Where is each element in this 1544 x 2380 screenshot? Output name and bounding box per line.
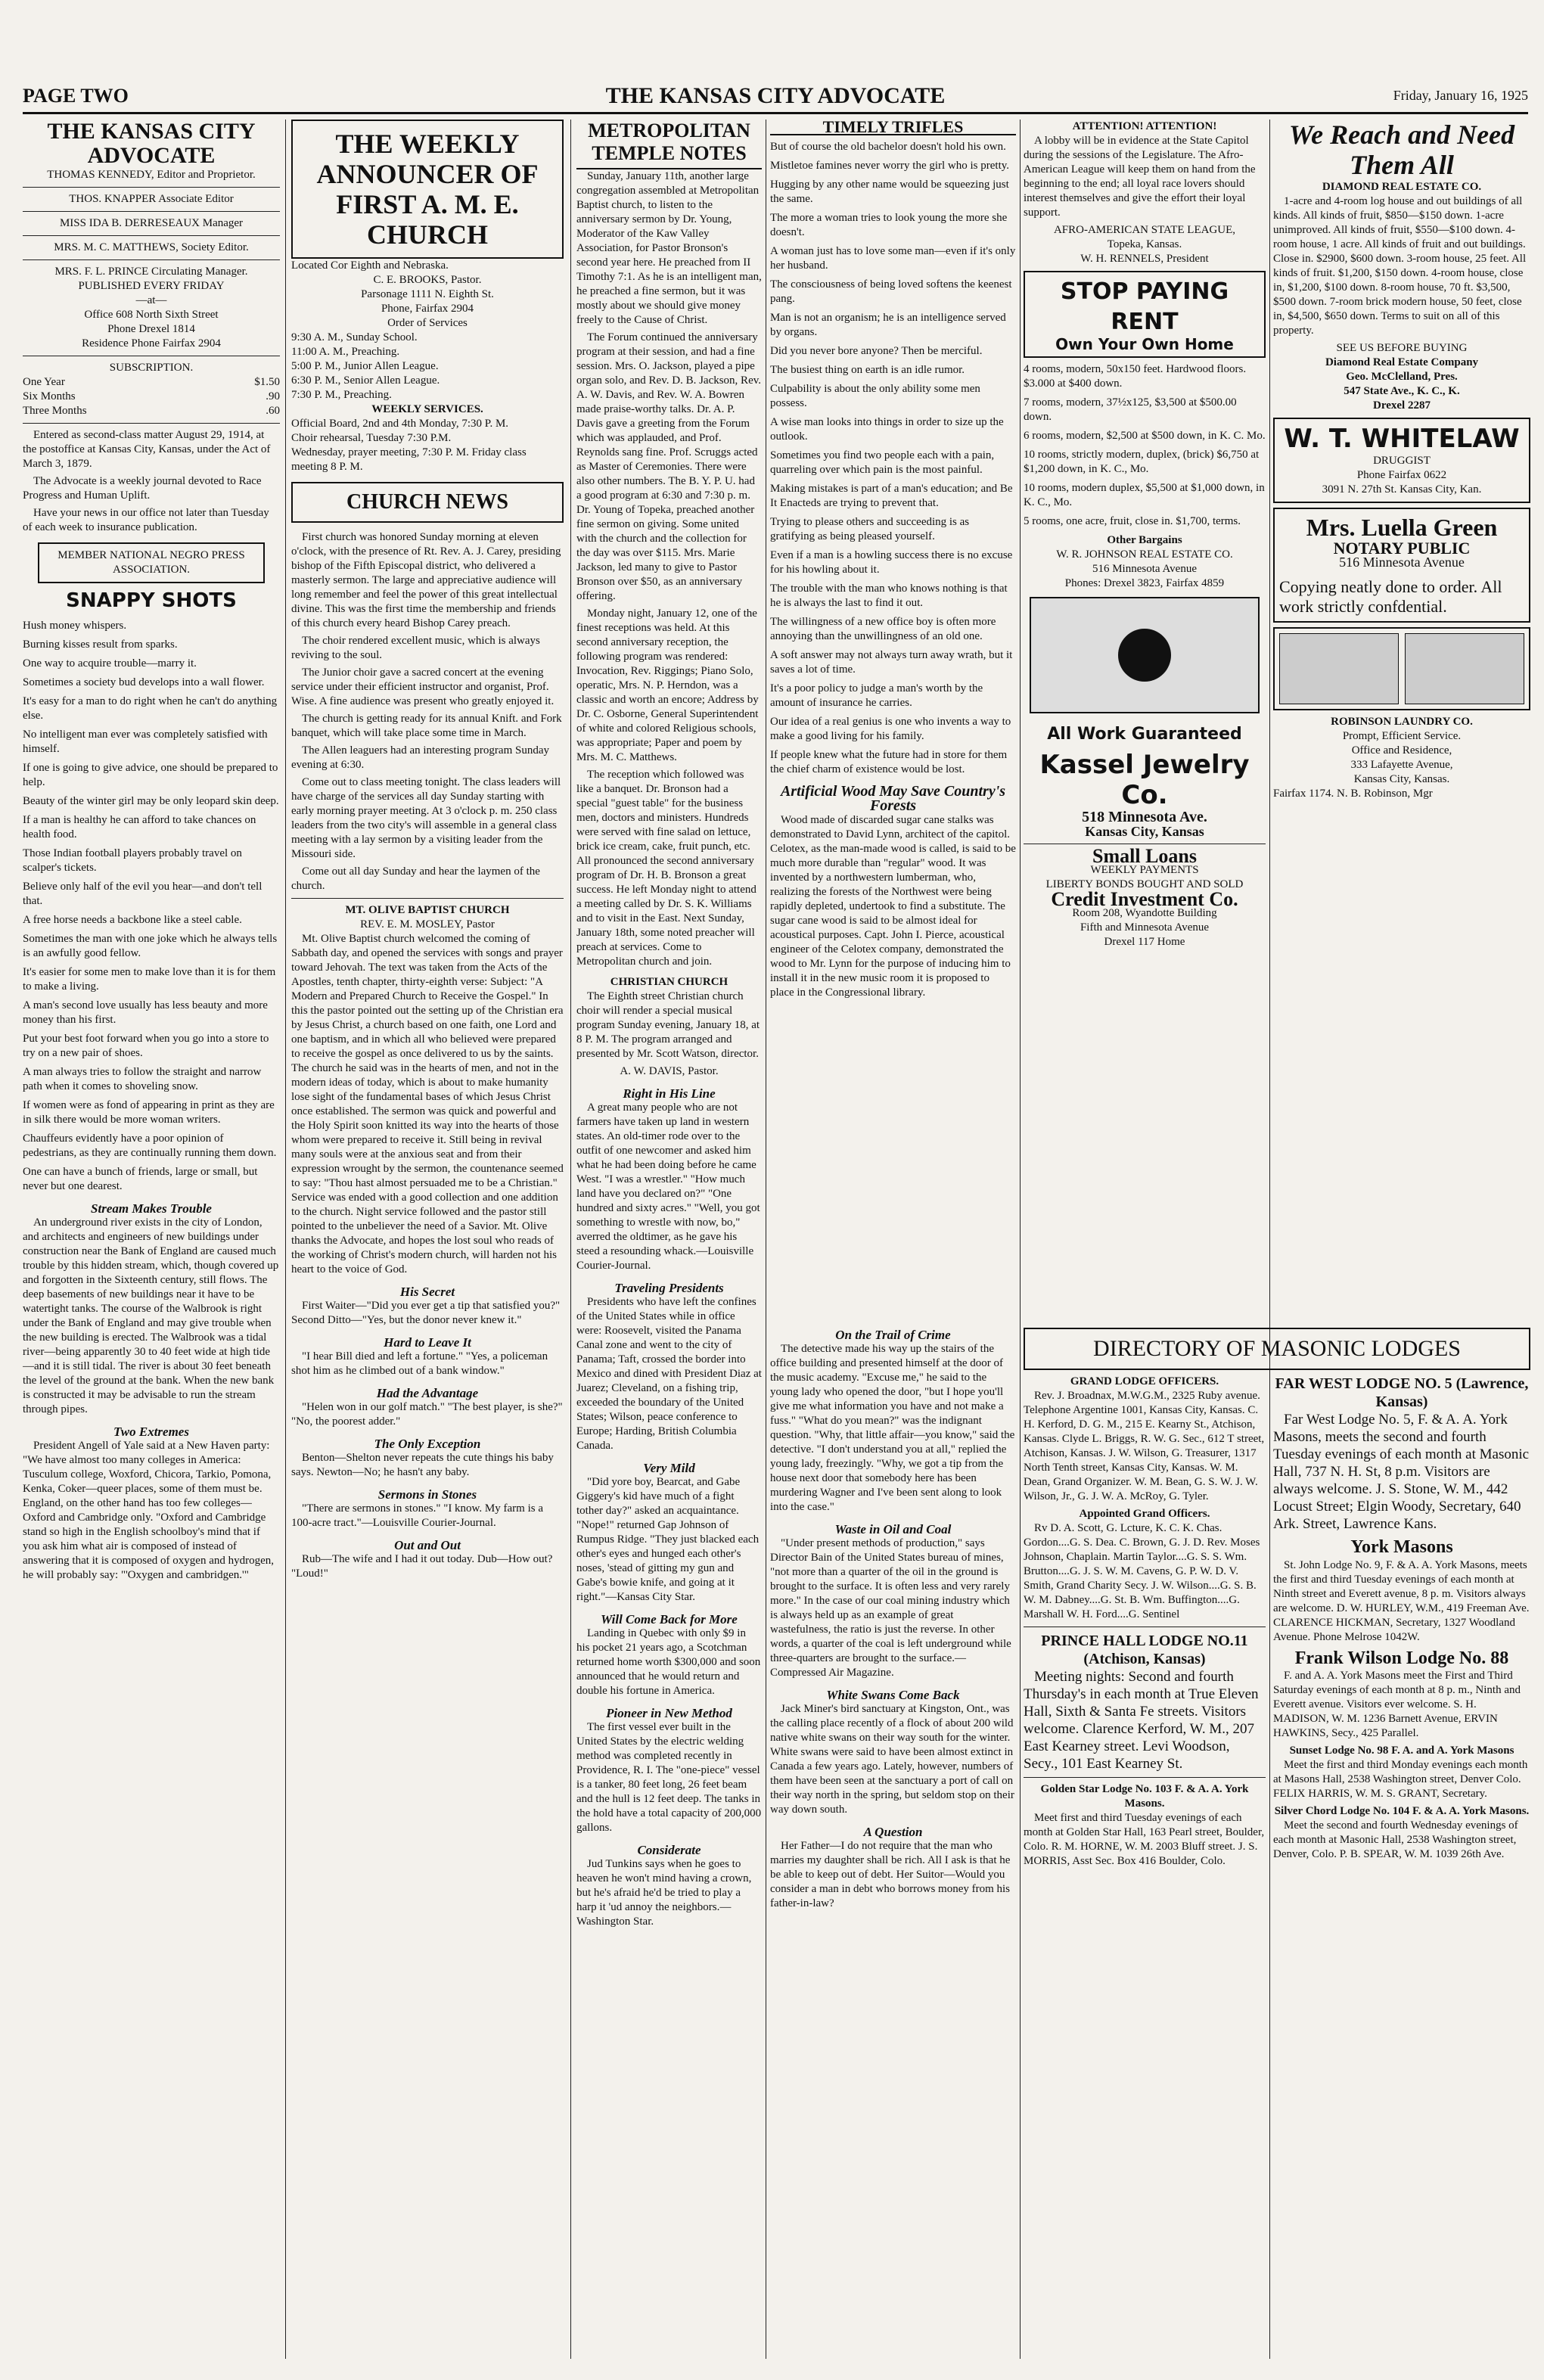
article-title: Hard to Leave It	[384, 1335, 471, 1350]
attention-title: ATTENTION! ATTENTION!	[1072, 120, 1217, 132]
snappy-item: One can have a bunch of friends, large or small, but never but one dearest.	[23, 1166, 258, 1192]
church-parsonage: Parsonage 1111 N. Eighth St.	[361, 288, 494, 300]
issue-date: Friday, January 16, 1925	[1393, 88, 1528, 103]
snappy-item: Burning kisses result from sparks.	[23, 638, 178, 651]
subscription-row: Three Months .60	[23, 405, 280, 417]
appointed-body: Rv D. A. Scott, G. Lcture, K. C. K. Chas. Gordon....G. S. Dea. C. Brown, G. J. D. Rev. Moses Johnson, Chaplain. Martin Taylor....G. S. S. Wm. Brutton....G. J. S. W. M. Cavens, G. P. W. D. V. Smith, Grand Charity Secy. J. W. Wilson....G. S. B. W. M. Dabney....G. St. B. Wm. Buffington....G. Marshall W. H. Ford....G. Sentinel	[1024, 1522, 1260, 1620]
robinson-line: Prompt, Efficient Service.	[1342, 730, 1462, 742]
whitelaw-phone: Phone Fairfax 0622	[1356, 469, 1447, 481]
church-pastor: C. E. BROOKS, Pastor.	[373, 274, 482, 286]
christian-body: The Eighth street Christian church choir will render a special musical program Sunday evening, January 18, at 8 P. M. The program arranged and presented by Mr. Scott Watson, director.	[576, 990, 760, 1060]
york-body: St. John Lodge No. 9, F. & A. A. York Masons, meets the first and third Tuesday evenings of each month at Ninth street and Everett avenue, 8 p. m. Visitors always are welcome. D. W. HURLEY, W.M., 419 Freeman Ave. CLARENCE HICKMAN, Secretary, 1327 Woodland Avenue. Phone Melrose 1042W.	[1273, 1559, 1530, 1643]
olive-body: Mt. Olive Baptist church welcomed the coming of Sabbath day, and opened the services with songs and prayer toward Jehovah. The text was taken from the Acts of the Apostles, tenth chapter, thirty-eighth verse: Subject: "A Modern and Prepared Church to Receive the Gospel." In this the pastor pointed out the setting up of the Christian era by Jesus Christ, a church based on one faith, one Lord and one baptism, and in which all who believed were prepared to receive the gospel as once delivered to us by the saints. The church he said was in the hearts of men, and not in the modern ideas of today, which is about to make humanity lose sight of the fundamental bases of which Jesus Christ once established. The sermon was quick and powerful and the Holy Spirit soon knitted its way into the hearts of those whom were prepared to receive it. Still being in revival many souls were at the anxious seat and from their expression wrought by the sermon, the countenance seemed to say: "Thou hast almost persuaded me to be a Christian." Service was ended with a good collection and one addition to the church. Night service followed and the pastor still pointed to the unbeliever the need of a Savior. Mt. Olive thanks the Advocate, and hopes the lost soul who reads of the working of Christ's modern church, will harden not his heart to the voice of God.	[291, 933, 564, 1275]
metro-paragraph: The reception which followed was like a banquet. Dr. Bronson had a special "guest table" for the business men, doctors and ministers. Hundreds were served with fine salad on lettuce, brick ice cream, cake, fruit punch, etc. All pronounced the second anniversary program of Dr. H. B. Bronson a great success. He left Monday night to attend a meeting called by Dr. S. K. Williams and to visit in the East. Next Sunday, January 18th, some noted preacher will preach at services. Come to Metropolitan church and join.	[576, 769, 756, 968]
appointed-title: Appointed Grand Officers.	[1079, 1508, 1210, 1520]
whitelaw-name: W. T. WHITELAW	[1284, 424, 1520, 454]
trifle-item: It's a poor policy to judge a man's worth by the amount of insurance he carries.	[770, 682, 983, 709]
snappy-item: Put your best foot forward when you go into a store to try on a new pair of shoes.	[23, 1033, 269, 1059]
johnson-phones: Phones: Drexel 3823, Fairfax 4859	[1064, 577, 1225, 589]
snappy-item: A free horse needs a backbone like a steel cable.	[23, 914, 242, 926]
trifle-item: But of course the old bachelor doesn't hold his own.	[770, 141, 1006, 153]
masthead	[23, 82, 1528, 114]
kassel-city: Kansas City, Kansas	[1085, 824, 1204, 839]
snappy-item: One way to acquire trouble—marry it.	[23, 657, 197, 670]
article-title: Right in His Line	[623, 1086, 716, 1101]
article-body: "I hear Bill died and left a fortune." "Yes, a policeman shot him as he climbed out of a bank window."	[291, 1350, 548, 1377]
column-1	[23, 120, 280, 2359]
paper-name: THE KANSAS CITY ADVOCATE	[605, 83, 946, 108]
subscription-row: Six Months .90	[23, 390, 280, 402]
loans-line: LIBERTY BONDS BOUGHT AND SOLD	[1045, 878, 1244, 890]
whitelaw-address: 3091 N. 27th St. Kansas City, Kan.	[1322, 483, 1482, 496]
weekly-services-title: WEEKLY SERVICES.	[371, 403, 483, 415]
weekly-item: Official Board, 2nd and 4th Monday, 7:30 P. M.	[291, 418, 509, 430]
credit-phone: Drexel 117 Home	[1104, 936, 1185, 948]
reach-slogan: We Reach and Need Them All	[1288, 120, 1515, 180]
kassel-guarantee: All Work Guaranteed	[1047, 725, 1242, 744]
article-body: "Under present methods of production," says Director Bain of the United States bureau of mines, "not more than a quarter of the oil in the ground is brought to the surface. It is often less and very rarely more." In the case of our coal mining industry which is always held up as an example of great wastefulness, the ratio is just the reverse. In other words, a quarter of the coal is left underground while three-quarters are brought to the surface.—Compressed Air Magazine.	[770, 1537, 1011, 1679]
santal-midy-logo	[1279, 633, 1399, 704]
article-title: A Question	[863, 1825, 923, 1839]
eye-illustration	[1030, 597, 1260, 713]
office-phone: Phone Drexel 1814	[107, 323, 195, 335]
snappy-item: Beauty of the winter girl may be only leopard skin deep.	[23, 795, 279, 807]
article-title: The Only Exception	[374, 1437, 481, 1451]
grand-lodge-body: Rev. J. Broadnax, M.W.G.M., 2325 Ruby avenue. Telephone Argentine 1001, Kansas City, Kansas. C. H. Kerford, D. G. M., 215 E. Kearny St., Atchison, Kansas. Clyde L. Briggs, R. W. G. Sec., 612 T street, Atchison, Kansas. J. W. Wilson, G. Treasurer, 1317 North Tenth street, Kansas City, Kansas. W. M. Dean, Grand Organizer. W. M. Bean, G. S. W. J. W. Wilson, Jr., G. J. W. A. McRoy, G. Tyler.	[1024, 1390, 1265, 1502]
league-president: W. H. RENNELS, President	[1080, 253, 1209, 265]
robinson-line: Office and Residence,	[1351, 744, 1452, 757]
green-address: 516 Minnesota Avenue	[1339, 555, 1465, 570]
article-body: "Helen won in our golf match." "The best player, is she?" "No, the poorest adder."	[291, 1401, 563, 1428]
staff-item: MISS IDA B. DERRESEAUX Manager	[59, 217, 244, 229]
trifle-item: The consciousness of being loved softens the keenest pang.	[770, 278, 1012, 305]
mcclelland-phone: Drexel 2287	[1373, 399, 1431, 412]
diamond-name: DIAMOND REAL ESTATE CO.	[1322, 181, 1482, 193]
staff-item: MRS. F. L. PRINCE Circulating Manager.	[54, 266, 248, 278]
green-ad	[1273, 508, 1530, 623]
trifle-item: Our idea of a real genius is one who invents a way to make a good living for his family.	[770, 716, 1011, 742]
rent-item: 10 rooms, modern duplex, $5,500 at $1,000 down, in K. C., Mo.	[1024, 482, 1265, 508]
prince-hall-body: Meeting nights: Second and fourth Thursday's in each month at True Eleven Hall, Sixth & Santa Fe streets. Visitors welcome. Clarence Kerford, W. M., 207 East Kearney street. Levi Woodson, Secy., 101 East Kearney St.	[1024, 1669, 1259, 1772]
snappy-item: A man's second love usually has less beauty and more money than his first.	[23, 999, 268, 1026]
sanykit-logo	[1405, 633, 1524, 704]
staff-item: THOMAS KENNEDY, Editor and Proprietor.	[47, 169, 256, 181]
article-title: Will Come Back for More	[601, 1612, 738, 1627]
far-west-body: Far West Lodge No. 5, F. & A. A. York Masons, meets the second and fourth Tuesday evenings of each month at Masonic Hall, 737 N. H. St, 8 p.m. Visitors are always welcome. J. S. Stone, W. M., 442 Locust Street; Elgin Woody, Secretary, 640 Ark. Street, Lawrence Kans.	[1273, 1412, 1530, 1532]
metro-paragraph: Monday night, January 12, one of the finest receptions was held. At this second anniversary reception, the following program was rendered: Invocation, Rev. Riggings; Piano Solo, operatic, Mrs. N. P. Herndon, was a classic and worth an encore; Address by Dr. C. Osborne, General Superintendent of white and colored Religious schools, was appropriate; Paper and poem by Mrs. M. C. Matthews.	[576, 607, 759, 763]
column-4	[770, 120, 1016, 1315]
sunset-title: Sunset Lodge No. 98 F. A. and A. York Masons	[1289, 1745, 1514, 1757]
metropolitan-title: METROPOLITAN TEMPLE NOTES	[576, 120, 762, 169]
article-body: Landing in Quebec with only $9 in his pocket 21 years ago, a Scotchman returned home worth $300,000 and soon announced that he would return and double his fortune in America.	[576, 1627, 761, 1697]
column-rule	[1020, 120, 1021, 2359]
snappy-item: Those Indian football players probably travel on scalper's tickets.	[23, 847, 242, 874]
article-body: The detective made his way up the stairs of the office building and presented himself at the door of the music academy. "Excuse me," he said to the young lady who opened the door, "but I hope you'll give me what information you have and not make a fuss." "What do you mean?" was the indignant question. "Why, that little affair—you know," said the detective. "I don't understand you at all," replied the young lady, freezingly. "Why, we got a tip from the house next door that somebody here has been murdering Wagner and I've been sent along to look into the case."	[770, 1343, 1015, 1513]
trifle-item: Culpability is about the only ability some men possess.	[770, 383, 980, 409]
article-body: "Did yore boy, Bearcat, and Gabe Giggery's kid have much of a fight tother day?" asked an acquaintance. "Nope!" returned Gap Johnson of Rumpus Ridge. "They just blacked each other's eyes and hunged each other's noses, 'stead of gitting my gun and Gabe's bowie knife, and going at it right."—Kansas City Star.	[576, 1476, 760, 1603]
snappy-item: A man always tries to follow the straight and narrow path when it comes to shoveling snow.	[23, 1066, 262, 1092]
at-line: —at—	[135, 294, 167, 306]
trifle-item: A wise man looks into things in order to size up the outlook.	[770, 416, 1004, 443]
metro-paragraph: Sunday, January 11th, another large congregation assembled at Metropolitan Baptist church, to listen to the anniversary sermon by Dr. Young, Moderator of the Kaw Valley Association, for Pastor Bronson's second year here. He preached from II Timothy 7:1. As he is an intelligent man, he preached a fine sermon, but it was mostly about we should give money freely to the Cause of Christ.	[576, 170, 762, 326]
trifle-item: Even if a man is a howling success there is no excuse for his howling about it.	[770, 549, 1013, 576]
masonic-directory	[1024, 1328, 1530, 2360]
snappy-item: It's easy for a man to do right when he can't do anything else.	[23, 695, 278, 722]
robinson-line: Kansas City, Kansas.	[1353, 773, 1450, 785]
staff-item: THOS. KNAPPER Associate Editor	[69, 193, 234, 205]
whitelaw-druggist: DRUGGIST	[1373, 455, 1431, 467]
frank-wilson-title: Frank Wilson Lodge No. 88	[1294, 1648, 1509, 1668]
robinson-name: ROBINSON LAUNDRY CO.	[1331, 716, 1473, 728]
trifle-item: Sometimes you find two people each with a pain, quarreling over which pain is the most painful.	[770, 449, 995, 476]
announcer-title: THE WEEKLY ANNOUNCER OF FIRST A. M. E. CHURCH	[291, 120, 564, 259]
rent-item: 10 rooms, strictly modern, duplex, (brick) $6,750 at $1,200 down, in K. C., Mo.	[1024, 449, 1260, 475]
robinson-line: 333 Lafayette Avenue,	[1350, 759, 1453, 771]
article-title: White Swans Come Back	[826, 1688, 960, 1702]
far-west-title: FAR WEST LODGE NO. 5 (Lawrence, Kansas)	[1275, 1375, 1529, 1410]
prince-hall-title: PRINCE HALL LODGE NO.11 (Atchison, Kansas)	[1041, 1633, 1248, 1667]
article-body: Jack Miner's bird sanctuary at Kingston, Ont., was the calling place recently of a flock of about 200 wild native white swans on their way south for the winter. White swans were said to have been almost extinct in Canada a few years ago. Lately, however, numbers of them have been seen at the sanctuary a port of call on their way north in the spring, but seldom stop on their way down south.	[770, 1703, 1014, 1816]
news-note: Have your news in our office not later than Tuesday of each week to insurance publication.	[23, 507, 269, 533]
staff-item: MRS. M. C. MATTHEWS, Society Editor.	[54, 241, 249, 253]
snappy-item: If one is going to give advice, one should be prepared to help.	[23, 762, 278, 788]
service-item: 9:30 A. M., Sunday School.	[291, 331, 418, 343]
green-copying: Copying neatly done to order. All work strictly confdential.	[1279, 577, 1502, 616]
article-body: Jud Tunkins says when he goes to heaven he won't mind having a crown, but he's afraid he'd be tried to play a harp it 'ud annoy the neighbors.—Washington Star.	[576, 1858, 752, 1928]
church-phone: Phone, Fairfax 2904	[381, 303, 474, 315]
article-body: President Angell of Yale said at a New Haven party: "We have almost too many colleges in America: Tusculum college, Woxford, Chicora, Tarkio, Pomona, Kenka, Coker—queer places, some of them must be. England, on the other hand has too few colleges—Oxford and Cambridge only. "Oxford and Cambridge stand so high in the English schoolboy's mind that if you ask him what air is composed of instead of answering that it is composed of oxygen and hydrogen, he will probably say: "'Oxygen and cambridgen.'"	[23, 1440, 275, 1581]
order-of-services: Order of Services	[387, 317, 468, 329]
article-title: Waste in Oil and Coal	[834, 1522, 952, 1536]
golden-star-body: Meet first and third Tuesday evenings of each month at Golden Star Hall, 163 Pearl street, Boulder, Colo. R. M. HORNE, W. M. 2003 Bluff street. J. S. MORRIS, Asst Sec. Box 416 Boulder, Colo.	[1024, 1812, 1265, 1867]
trifle-item: A woman just has to love some man—even if it's only her husband.	[770, 245, 1016, 272]
masonic-left	[1024, 1375, 1266, 1872]
green-name: Mrs. Luella Green	[1306, 514, 1498, 541]
subscription-row: One Year $1.50	[23, 376, 280, 388]
news-paragraph: First church was honored Sunday morning at eleven o'clock, with the presence of Rt. Rev. A. J. Carey, presiding bishop of the Fifth Episcopal district, who delivered a masterly sermon. The large and appreciative audience will long remember and feel the power of this great intellectual divine. This was the first time the membership and friends of this church every heard Bishop Carey preach.	[291, 531, 561, 629]
trifle-item: Hugging by any other name would be squeezing just the same.	[770, 179, 1009, 205]
bargains-label: Other Bargains	[1107, 534, 1182, 546]
christian-church-title: CHRISTIAN CHURCH	[610, 976, 729, 988]
snappy-item: It's easier for some men to make love than it is for them to make a living.	[23, 966, 276, 993]
article-body: An underground river exists in the city of London, and architects and engineers of new buildings under construction near the Bank of England are caused much trouble by this hidden stream, which, though covered up and forgotten in the Sixteenth century, still flows. The deep basements of new buildings near it have to be watertight tanks. The course of the Walbrook is right under the Bank of England and may give trouble when the new building is erected. The Walbrook was a tidal river—being apparently 30 to 40 feet wide at high tide—and it is still tidal. The river is about 30 feet beneath the level of the ground at the bank. When the new bank is constructed it may be advisable to run the stream through pipes.	[23, 1216, 279, 1415]
trifle-item: The trouble with the man who knows nothing is that he is always the last to find it out.	[770, 583, 1008, 609]
office-address: Office 608 North Sixth Street	[84, 309, 219, 321]
news-paragraph: Come out to class meeting tonight. The class leaders will have charge of the services all day Sunday starting with early morning prayer meeting. At 3 o'clock p. m. 250 class leaders from the two city's will assemble in a general class meeting with a lay sermon by a visiting leader from the Missouri side.	[291, 776, 561, 860]
snappy-item: If a man is healthy he can afford to take chances on health food.	[23, 814, 256, 840]
robinson-line: Fairfax 1174. N. B. Robinson, Mgr	[1273, 788, 1433, 800]
residence-phone: Residence Phone Fairfax 2904	[82, 337, 221, 350]
column-rule	[285, 120, 286, 2359]
york-title: York Masons	[1350, 1537, 1453, 1557]
trifle-item: Making mistakes is part of a man's education; and Be It Enacteds are trying to prevent that.	[770, 483, 1013, 509]
article-title: Considerate	[637, 1843, 701, 1857]
article-body: First Waiter—"Did you ever get a tip that satisfied you?" Second Ditto—"Yes, but the donor never knew it."	[291, 1300, 561, 1326]
snappy-item: Believe only half of the evil you hear—and don't tell that.	[23, 881, 263, 907]
masonic-right	[1273, 1375, 1530, 1865]
credit-address: Fifth and Minnesota Avenue	[1080, 921, 1210, 934]
trifle-item: Mistletoe famines never worry the girl who is pretty.	[770, 160, 1010, 172]
article-title: Stream Makes Trouble	[91, 1201, 212, 1216]
trifle-item: Man is not an organism; he is an intelligence served by organs.	[770, 312, 1006, 338]
mcclelland-address: 547 State Ave., K. C., K.	[1344, 385, 1460, 397]
rent-ad	[1024, 271, 1266, 358]
news-paragraph: The Junior choir gave a sacred concert at the evening service under their efficient instructor and organist, Prof. Wise. A fine audience was present who greatly enjoyed it.	[291, 666, 555, 707]
silver-chord-title: Silver Chord Lodge No. 104 F. & A. A. York Masons.	[1274, 1805, 1530, 1817]
christian-signature: A. W. DAVIS, Pastor.	[620, 1065, 719, 1077]
kassel-address: 518 Minnesota Ave.	[1082, 809, 1207, 825]
diamond-company: Diamond Real Estate Company	[1325, 356, 1479, 368]
credit-name: Credit Investment Co.	[1051, 888, 1238, 910]
rent-subtitle: Own Your Own Home	[1055, 335, 1234, 353]
snappy-item: Hush money whispers.	[23, 620, 127, 632]
article-title: Had the Advantage	[376, 1386, 479, 1400]
green-notary: NOTARY PUBLIC	[1333, 539, 1471, 558]
rent-item: 6 rooms, modern, $2,500 at $500 down, in K. C. Mo.	[1024, 430, 1266, 442]
news-paragraph: The Allen leaguers had an interesting program Sunday evening at 6:30.	[291, 744, 549, 771]
article-title: Very Mild	[643, 1461, 695, 1475]
church-news-title: CHURCH NEWS	[291, 482, 564, 523]
see-us: SEE US BEFORE BUYING	[1336, 342, 1468, 354]
article-body: Wood made of discarded sugar cane stalks was demonstrated to David Lynn, architect of the capitol. Celotex, as the man-made wood is called, is said to be much more durable than "regular" wood. It was invented by a northwestern lumberman, who, realizing the forests of the Northwest were being rapidly depleted, undertook to find a substitute. The sugar cane wood is said to be almost ideal for acoustical purposes. Capt. John I. Pierce, acoustical engineer of the Celotex company, demonstrated the wood to Mr. Lynn for the purpose of inducing him to install it in the new music room it is proposed to place in the Congressional library.	[770, 814, 1016, 999]
article-title: Artificial Wood May Save Country's Forests	[780, 783, 1006, 814]
article-title: Pioneer in New Method	[606, 1706, 732, 1720]
service-item: 11:00 A. M., Preaching.	[291, 346, 400, 358]
golden-star-title: Golden Star Lodge No. 103 F. & A. A. York Masons.	[1040, 1783, 1249, 1810]
weekly-item: Wednesday, prayer meeting, 7:30 P. M. Friday class meeting 8 P. M.	[291, 446, 527, 473]
silver-chord-body: Meet the second and fourth Wednesday evenings of each month at Masonic Hall, 2538 Washington street, Denver, Colo. P. B. SPEAR, W. M. 1039 26th Ave.	[1273, 1819, 1518, 1860]
church-location: Located Cor Eighth and Nebraska.	[291, 259, 449, 272]
credit-room: Room 208, Wyandotte Building	[1072, 907, 1217, 919]
johnson-address: 516 Minnesota Avenue	[1092, 563, 1198, 575]
diamond-body: 1-acre and 4-room log house and out buildings of all kinds. All kinds of fruit, $850—$150 down. 1-acre unimproved. All kinds of fruit, $550—$100 down. 4-room house, 1 acre. All kinds of fruit and out buildings. Close in. $2900, $600 down. 3-room house, 25 feet. All kinds of fruit. $1,200, $150 down. 4-room house, close in, $1,200, $100 down. 8-room house, 70 ft. $3,500, $500 down. 7-room brick modern house, 50 feet, close in, $4,500, $650 down. Terms to suit on all of this property.	[1273, 195, 1527, 337]
league-name: AFRO-AMERICAN STATE LEAGUE,	[1053, 224, 1236, 236]
subscription-label: SUBSCRIPTION.	[109, 362, 194, 374]
frank-wilson-body: F. and A. A. York Masons meet the First and Third Saturday evenings of each month at 8 p. m., Ninth and Everett avenue. Visitors ever welcome. S. H. MADISON, W. M. 1236 Barnett Avenue, ERVIN HAWKINS, Secy., 425 Parallel.	[1273, 1670, 1521, 1739]
entered-notice: Entered as second-class matter August 29, 1914, at the postoffice at Kansas City, Kansas, under the Act of March 3, 1879.	[23, 429, 271, 470]
article-body: Presidents who have left the confines of the United States while in office were: Roosevelt, visited the Panama Canal zone and went to the city of Panama; Taft, crossed the border into Mexico and dined with President Diaz at Juarez; Cleveland, on a fishing trip, exceeded the boundary of the United States; Wilson, peace conference to Europe; Harding, British Columbia Canada.	[576, 1296, 762, 1452]
loans-line: WEEKLY PAYMENTS	[1090, 864, 1199, 876]
league-place: Topeka, Kansas.	[1107, 238, 1182, 250]
column-2	[291, 120, 564, 2359]
kassel-name: Kassel Jewelry Co.	[1039, 750, 1250, 810]
grand-lodge-title: GRAND LODGE OFFICERS.	[1070, 1375, 1219, 1387]
trifle-item: The busiest thing on earth is an idle rumor.	[770, 364, 965, 376]
rent-item: 5 rooms, one acre, fruit, close in. $1,700, terms.	[1024, 515, 1241, 527]
snappy-item: Sometimes a society bud develops into a wall flower.	[23, 676, 265, 688]
article-title: His Secret	[399, 1285, 455, 1299]
timely-trifles-title: TIMELY TRIFLES	[770, 120, 1016, 135]
snappy-shots-title: SNAPPY SHOTS	[66, 589, 237, 612]
news-paragraph: Come out all day Sunday and hear the laymen of the church.	[291, 865, 540, 892]
column-3	[576, 120, 762, 2359]
mcclelland-name: Geo. McClelland, Pres.	[1346, 371, 1458, 383]
attention-body: A lobby will be in evidence at the State Capitol during the sessions of the Legislature. The Afro-American League will keep them on hand from the beginning to the end; all loyal race lovers should interest themselves and give the effort their loyal support.	[1024, 135, 1256, 219]
article-title: Traveling Presidents	[614, 1281, 724, 1295]
published-line: PUBLISHED EVERY FRIDAY	[78, 280, 225, 292]
olive-church-title: MT. OLIVE BAPTIST CHURCH	[345, 904, 510, 916]
weekly-item: Choir rehearsal, Tuesday 7:30 P.M.	[291, 432, 452, 444]
column-5	[1024, 120, 1266, 1322]
column-6	[1273, 120, 1530, 1322]
rent-item: 4 rooms, modern, 50x150 feet. Hardwood floors. $3.000 at $400 down.	[1024, 363, 1247, 390]
trifle-item: The willingness of a new office boy is often more annoying than the unwillingness of an old one.	[770, 616, 996, 642]
advocate-note: The Advocate is a weekly journal devoted to Race Progress and Human Uplift.	[23, 475, 262, 502]
trifle-item: Trying to please others and succeeding is as gratifying as being pleased yourself.	[770, 516, 970, 542]
article-title: Two Extremes	[113, 1425, 189, 1439]
rent-title: STOP PAYING RENT	[1060, 278, 1229, 335]
column-rule	[570, 120, 571, 2359]
trifle-item: A soft answer may not always turn away wrath, but it saves a lot of time.	[770, 649, 1013, 676]
column-4-lower	[770, 1320, 1016, 2357]
article-title: Sermons in Stones	[377, 1487, 477, 1502]
page-label: PAGE TWO	[23, 85, 129, 107]
article-body: Her Father—I do not require that the man who marries my daughter shall be rich. All I ask is that he be able to keep out of debt. Her Suitor—Would you consider a man in debt who borrows money from his father-in-law?	[770, 1840, 1011, 1909]
service-item: 5:00 P. M., Junior Allen League.	[291, 360, 439, 372]
article-body: The first vessel ever built in the United States by the electric welding method was completed recently in Providence, R. I. The "one-piece" vessel is a tanker, 80 feet long, 26 feet beam and the hull is 12 feet deep. The tanks in the hold have a total capacity of 200,000 gallons.	[576, 1721, 762, 1834]
service-item: 6:30 P. M., Senior Allen League.	[291, 374, 440, 387]
service-item: 7:30 P. M., Preaching.	[291, 389, 392, 401]
masonic-title: DIRECTORY OF MASONIC LODGES	[1024, 1328, 1530, 1370]
metro-paragraph: The Forum continued the anniversary program at their session, and had a fine session. Mrs. O. Jackson, played a pipe organ solo, and Rev. D. B. Jackson, Rev. A. W. Davis, and Rev. W. A. Bowren made praise-worthy talks. Dr. A. P. Davis gave a greeting from the Forum which was applauded, and Prof. Reynolds sang fine. Prof. Scruggs acted as Master of Ceremonies. There were also other numbers. The B. Y. P. U. had a good program at 6:30 and 7:30 p. m. Dr. Young of Topeka, preached another fine sermon on giving. Some united with the church and the collection for the day was over $115. Mrs. Marie Jackson, led many to give to Pastor Bronson over $50, as an anniversary offering.	[576, 331, 761, 602]
article-title: On the Trail of Crime	[835, 1328, 951, 1342]
article-body: "There are sermons in stones." "I know. My farm is a 100-acre tract."—Louisville Courier-Journal.	[291, 1502, 543, 1529]
article-title: Out and Out	[394, 1538, 461, 1552]
whitelaw-ad	[1273, 418, 1530, 503]
santal-sanykit-ad	[1273, 627, 1530, 710]
trifle-item: Did you never bore anyone? Then be merciful.	[770, 345, 983, 357]
snappy-item: If women were as fond of appearing in print as they are in silk there would be more woman writers.	[23, 1099, 275, 1126]
rent-item: 7 rooms, modern, 37½x125, $3,500 at $500.00 down.	[1024, 396, 1237, 423]
article-body: Rub—The wife and I had it out today. Dub—How out? "Loud!"	[291, 1553, 553, 1580]
article-body: Benton—Shelton never repeats the cute things his baby says. Newton—No; he hasn't any baby.	[291, 1452, 554, 1478]
news-paragraph: The choir rendered excellent music, which is always reviving to the soul.	[291, 635, 540, 661]
paper-title: THE KANSAS CITY ADVOCATE	[47, 120, 256, 168]
trifle-item: If people knew what the future had in store for them the chief charm of existence would be lost.	[770, 749, 1008, 775]
news-paragraph: The church is getting ready for its annual Knift. and Fork banquet, which will take place some time in March.	[291, 713, 562, 739]
snappy-item: Chauffeurs evidently have a poor opinion of pedestrians, as they are continually running them down.	[23, 1133, 277, 1159]
johnson-name: W. R. JOHNSON REAL ESTATE CO.	[1056, 548, 1233, 561]
snappy-item: Sometimes the man with one joke which he always tells is an awfully good fellow.	[23, 933, 278, 959]
member-box: MEMBER NATIONAL NEGRO PRESS ASSOCIATION.	[38, 542, 265, 583]
trifle-item: The more a woman tries to look young the more she doesn't.	[770, 212, 1008, 238]
article-body: A great many people who are not farmers have taken up land in western states. An old-timer rode over to the outfit of one newcomer and asked him what he had been doing before he came West. "I was a wrestler." "How much land have you declared on?" "One hundred and sixty acres." "Well, you got something to wrestle with now, bo," averred the oldtimer, as he gave his steed a resounding whack.—Louisville Courier-Journal.	[576, 1101, 760, 1272]
snappy-item: No intelligent man ever was completely satisfied with himself.	[23, 729, 268, 755]
sunset-body: Meet the first and third Monday evenings each month at Masons Hall, 2538 Washington street, Denver Colo. FELIX HARRIS, W. M. S. GRANT, Secretary.	[1273, 1759, 1528, 1800]
loans-title: Small Loans	[1092, 845, 1197, 867]
olive-pastor: REV. E. M. MOSLEY, Pastor	[360, 918, 495, 931]
